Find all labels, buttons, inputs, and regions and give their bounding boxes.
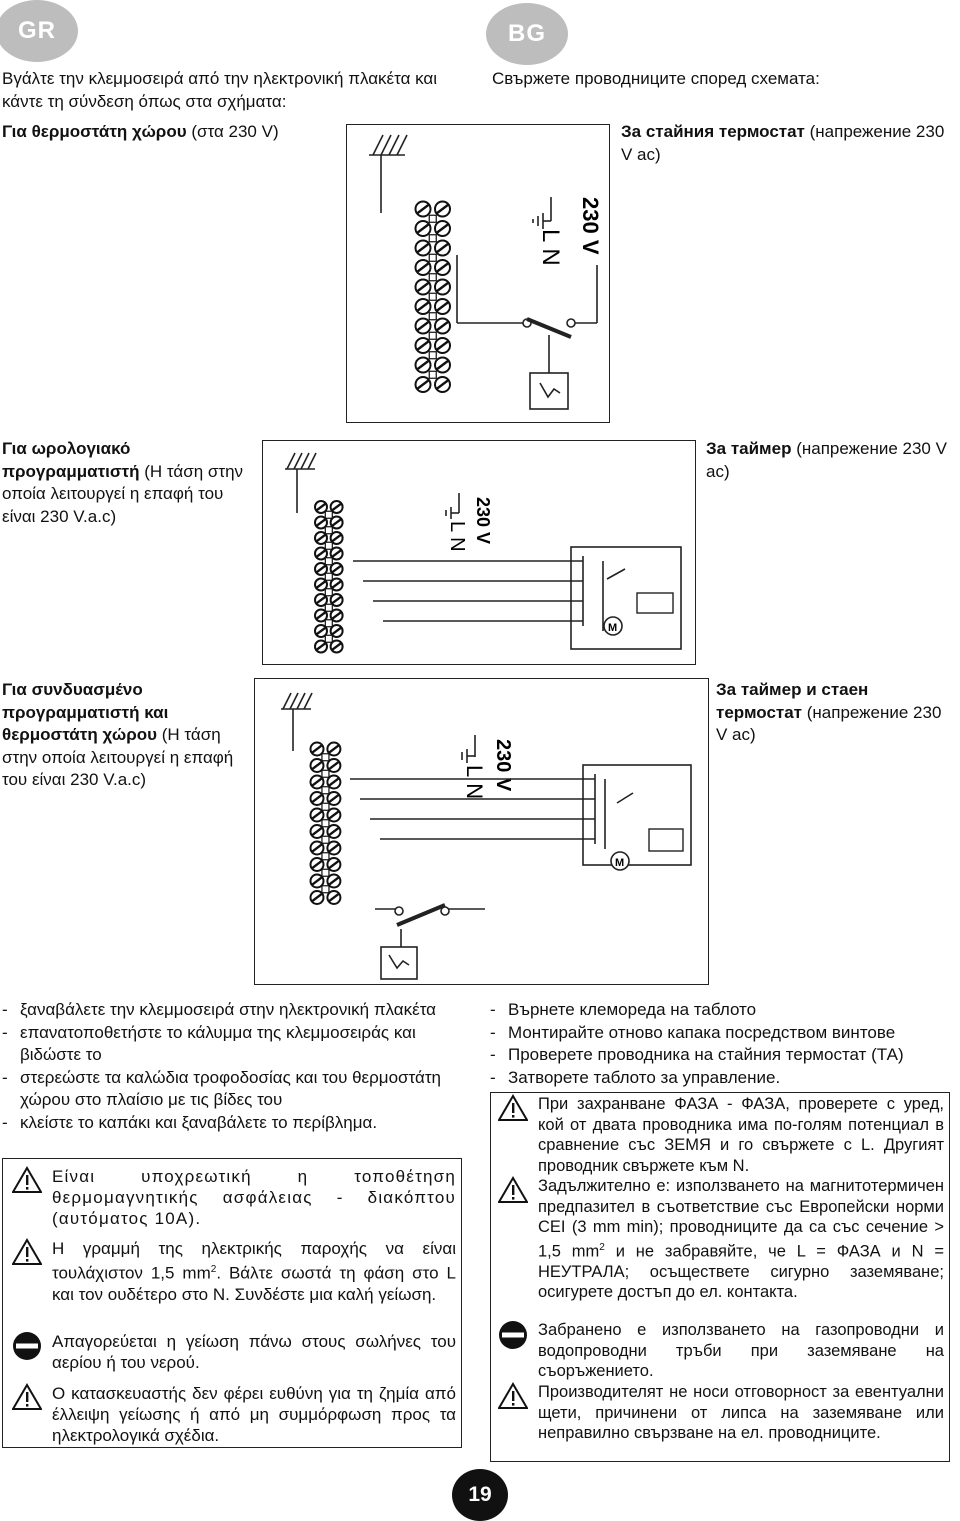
section3-label-bg (716, 679, 952, 747)
terminal-block-2 (315, 501, 343, 653)
terminal-screw-pair (416, 280, 451, 301)
warning-icon (498, 1094, 528, 1122)
terminal-screw-pair (416, 299, 451, 320)
terminal-screw-pair (315, 532, 343, 549)
gr-step: - κλείστε το καπάκι και ξαναβάλετε το περίβλημα. (2, 1112, 464, 1135)
terminal-block-3 (311, 743, 341, 905)
bg-steps-list (490, 999, 950, 1089)
wires-2 (353, 556, 603, 631)
bg-note-3 (498, 1320, 944, 1382)
section3-subtitle-gr: (Η τάση στην οποία λειτουργεί η επαφή του είναι 230 V.a.c) (2, 725, 234, 789)
terminal-screw-pair (315, 579, 343, 596)
section3-title-bg: За таймер и стаен термостат (716, 680, 869, 722)
ground-hatch-2 (285, 453, 316, 513)
terminal-screw-pair (315, 548, 343, 565)
terminal-screw-pair (311, 825, 341, 843)
terminal-screw-pair (315, 501, 343, 518)
bg-step: - Върнете клемореда на таблото (490, 999, 950, 1022)
diagram3-svg (255, 679, 710, 986)
phase-neutral-label-2: LN (446, 521, 468, 552)
page-number: 19 (452, 1469, 508, 1521)
bg-step: - Затворете таблото за управление. (490, 1067, 950, 1090)
diagram2-svg (263, 441, 697, 666)
terminal-screw-pair (416, 377, 451, 392)
thermostat-icon (530, 373, 568, 409)
gr-note-1 (12, 1166, 456, 1229)
terminal-screw-pair (315, 563, 343, 580)
gr-steps-list (2, 999, 464, 1134)
voltage-label-3: 230 V (492, 739, 514, 792)
terminal-screw-pair (311, 842, 341, 860)
section1-subtitle-gr: (στα 230 V) (186, 122, 279, 141)
wires-3 (350, 774, 605, 949)
terminal-screw-pair (315, 594, 343, 611)
bg-step: - Монтирайте отново капака посредством винтове (490, 1022, 950, 1045)
section2-subtitle-gr: (Η τάση στην οποία λειτουργεί η επαφή του είναι 230 V.a.c) (2, 461, 244, 526)
gr-note-4 (12, 1383, 456, 1446)
warning-icon (498, 1382, 528, 1410)
section3-title-gr: Για συνδυασμένο προγραμματιστή και θερμοστάτη χώρου (2, 680, 169, 744)
terminal-screw-pair (416, 338, 451, 359)
bg-step: - Проверете проводника на стайния термостат (ТА) (490, 1044, 950, 1067)
section1-title-gr: Για θερμοστάτη χώρου (2, 122, 187, 141)
thermostat-icon-3 (381, 947, 417, 979)
earth-symbol-1 (533, 197, 551, 229)
timer-switch-2 (607, 569, 625, 579)
terminal-screw-pair (416, 202, 451, 223)
prohibition-icon (498, 1320, 528, 1350)
section3-label-gr (2, 679, 252, 792)
terminal-block-1 (416, 202, 451, 393)
gr-note-2 (12, 1238, 456, 1305)
warning-icon (12, 1166, 42, 1194)
section1-title-bg: За стайния термостат (621, 122, 805, 141)
gr-note-3-text: Απαγορεύεται η γείωση πάνω στους σωλήνες του αερίου ή του νερού. (52, 1332, 456, 1372)
intro-bg: Свържете проводниците според схемата: (492, 69, 820, 88)
timer-display-3 (649, 829, 683, 851)
section2-title-bg: За таймер (706, 439, 792, 458)
section1-label-bg (621, 121, 951, 166)
terminal-screw-pair (315, 625, 343, 642)
bg-note-1-text: При захранване ФАЗА - ФАЗА, проверете с уред, кой от двата проводника има по-голям потенциал в сравнение със ЗЕМЯ и го свържете с L. Другият проводник свържете към N. (538, 1095, 944, 1175)
terminal-screw-pair (315, 517, 343, 534)
section1-label-gr (2, 121, 342, 144)
intro-gr: Βγάλτε την κλεμμοσειρά από την ηλεκτρονική πλακέτα και κάντε τη σύνδεση όπως στα σχήματα: (2, 69, 438, 111)
gr-step: - επανατοποθετήστε το κάλυμμα της κλεμμοσειράς και βιδώστε το (2, 1022, 464, 1067)
terminal-screw-pair (416, 319, 451, 340)
warning-icon (498, 1176, 528, 1204)
gr-step: - στερεώστε τα καλώδια τροφοδοσίας και του θερμοστάτη χώρου στο πλαίσιο με τις βίδες του (2, 1067, 464, 1112)
language-badge-gr: GR (0, 0, 78, 62)
language-badge-bg: BG (486, 3, 568, 65)
bg-note-1 (498, 1094, 944, 1176)
timer-unit-3 (583, 765, 691, 865)
terminal-screw-pair (315, 610, 343, 627)
terminal-screw-pair (416, 358, 451, 379)
section2-subtitle-bg: (напрежение 230 V ac) (706, 439, 947, 481)
phase-neutral-label-1: LN (537, 229, 564, 266)
timer-display-2 (637, 593, 673, 613)
terminal-screw-pair (311, 743, 341, 761)
warning-icon (12, 1383, 42, 1411)
terminal-screw-pair (416, 221, 451, 242)
gr-note-4-text: Ο κατασκευαστής δεν φέρει ευθύνη για τη ζημία από έλλειψη γείωσης ή από μη συμμόρφωση προς τα ηλεκτρολογικά σχέδια. (52, 1384, 456, 1445)
wiring-diagram-timer (262, 440, 696, 665)
bg-note-3-text: Забранено е използването на газопроводни и водопроводни тръби при заземяване на съоръжението. (538, 1321, 944, 1380)
voltage-label-1: 230 V (578, 197, 603, 255)
section2-label-bg (706, 438, 952, 483)
gr-note-1-text: Είναι υποχρεωτική η τοποθέτηση θερμομαγνητικής ασφάλειας - διακόπτου (αυτόματος 10A). (52, 1167, 456, 1228)
voltage-label-2: 230 V (473, 497, 493, 545)
section2-label-gr (2, 438, 252, 528)
switch-contact-1 (527, 319, 571, 337)
earth-symbol-3 (462, 735, 475, 763)
terminal-screw-pair (311, 776, 341, 794)
ground-hatch-1 (369, 135, 407, 213)
section2-title-gr: Για ωρολογιακό προγραμματιστή (2, 439, 140, 481)
wires-1 (457, 255, 597, 375)
gr-step: - ξαναβάλετε την κλεμμοσειρά στην ηλεκτρονική πλακέτα (2, 999, 464, 1022)
bg-note-4 (498, 1382, 944, 1444)
section3-subtitle-bg: (напрежение 230 V ac) (716, 702, 942, 744)
diagram1-svg (347, 125, 611, 424)
terminal-screw-pair (416, 241, 451, 262)
switch-contact-3 (397, 905, 445, 925)
terminal-screw-pair (311, 759, 341, 777)
wiring-diagram-room-thermostat (346, 124, 610, 423)
bg-note-2-text: Задължително е: използването на магнитотермичен предпазител в съответствие със Европейски норми CEI (3 mm min); проводниците да са със сечение > 1,5 $mm^2$ и не забравяйте, че L = ФАЗА и N = НЕУТРАЛА; осъществете сигурно заземяване; осигурете достъп до ел. контакта. (538, 1177, 944, 1301)
motor-label-2: M (608, 622, 618, 634)
earth-symbol-2 (446, 493, 459, 519)
ground-hatch-3 (281, 693, 312, 751)
terminal-screw-pair (311, 875, 341, 893)
wiring-diagram-timer-thermostat (254, 678, 709, 985)
terminal-screw-pair (311, 858, 341, 876)
prohibition-icon (12, 1331, 42, 1361)
terminal-screw-pair (311, 809, 341, 827)
bg-note-2 (498, 1176, 944, 1303)
motor-label-3: M (615, 857, 625, 869)
bg-note-4-text: Производителят не носи отговорност за евентуални щети, причинени от липса на заземяване или неправилно свързване на ел. проводниците. (538, 1383, 944, 1442)
timer-switch-3 (617, 793, 633, 803)
terminal-screw-pair (416, 260, 451, 281)
section1-subtitle-bg: (напрежение 230 V ac) (621, 122, 945, 164)
timer-unit-2 (571, 547, 681, 649)
phase-neutral-label-3: LN (462, 765, 487, 800)
gr-note-2-text: Η γραμμή της ηλεκτρικής παροχής να είναι τουλάχιστον 1,5 $mm^2$. Βάλτε σωστά τη φάση στο L και τον ουδέτερο στο N. Συνδέστε μια καλή γείωση. (52, 1239, 456, 1304)
terminal-screw-pair (311, 792, 341, 810)
warning-icon (12, 1238, 42, 1266)
gr-note-3 (12, 1331, 456, 1373)
